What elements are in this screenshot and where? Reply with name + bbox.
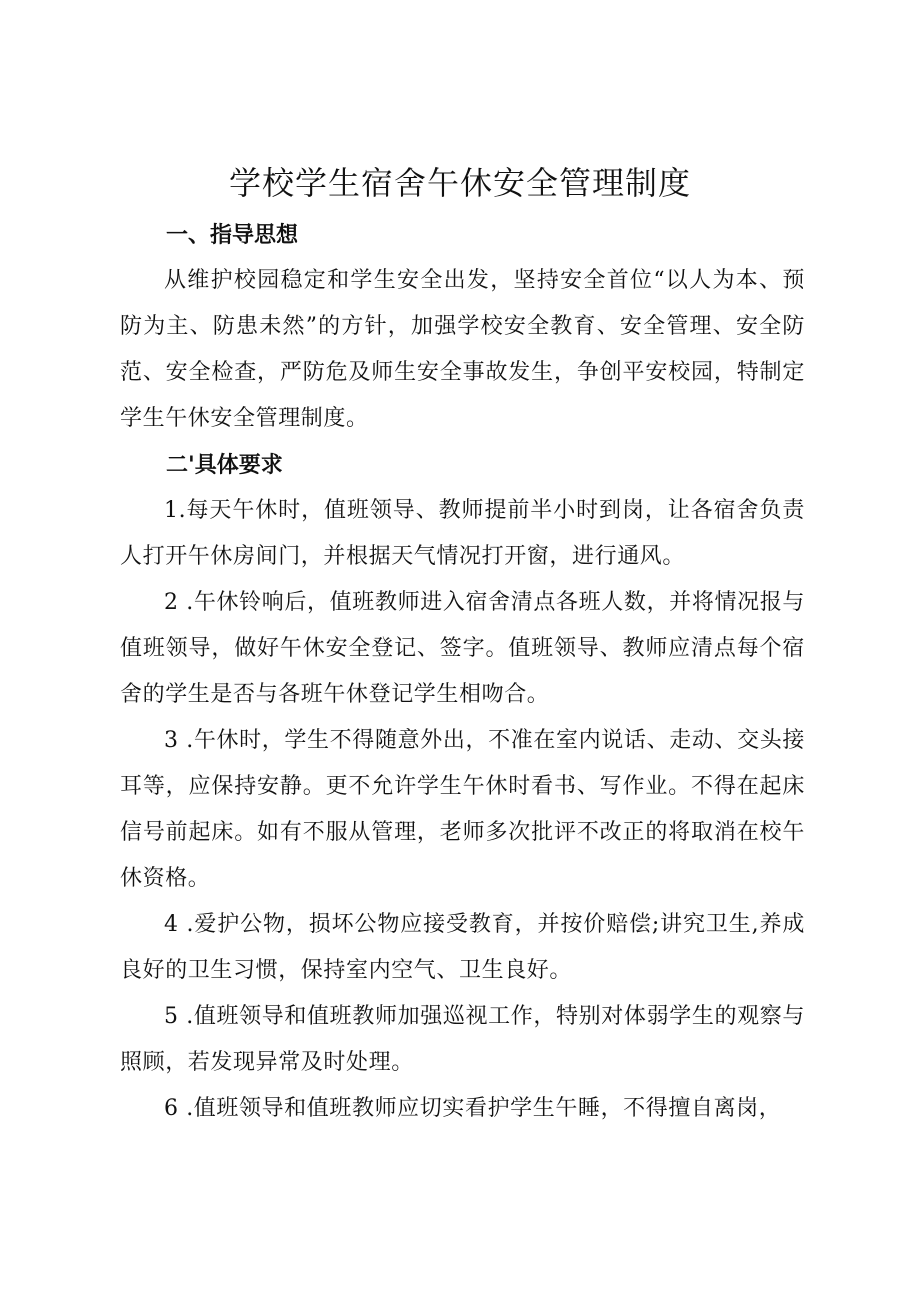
section-heading-specific-requirements: 二'具体要求: [166, 453, 283, 478]
requirement-item-6: 6 .值班领导和值班教师应切实看护学生午睡，不得擅自离岗，: [164, 1096, 782, 1121]
requirement-item-4: 4 .爱护公物，损坏公物应接受教育，并按价赔偿;讲究卫生,养成良好的卫生习惯，保持室内空气、卫生良好。: [120, 912, 805, 983]
paragraph-guiding-ideology: 从维护校园稳定和学生安全出发，坚持安全首位“以人为本、预防为主、防患未然”的方针，加强学校安全教育、安全管理、安全防范、安全检查，严防危及师生安全事故发生，争创平安校园，特制定学生午休安全管理制度。: [120, 268, 805, 431]
requirement-item-2: 2 .午休铃响后，值班教师进入宿舍清点各班人数，并将情况报与值班领导，做好午休安全登记、签字。值班领导、教师应清点每个宿舍的学生是否与各班午休登记学生相吻合。: [120, 590, 805, 707]
section-heading-guiding-ideology: 一、指导思想: [166, 223, 299, 248]
document-title: 学校学生宿舍午休安全管理制度: [228, 164, 691, 202]
requirement-item-1: 1.每天午休时，值班领导、教师提前半小时到岗，让各宿舍负责人打开午休房间门，并根据天气情况打开窗，进行通风。: [120, 498, 805, 569]
requirement-item-5: 5 .值班领导和值班教师加强巡视工作，特别对体弱学生的观察与照顾，若发现异常及时处理。: [120, 1004, 805, 1075]
requirement-item-3: 3 .午休时，学生不得随意外出，不准在室内说话、走动、交头接耳等，应保持安静。更不允许学生午休时看书、写作业。不得在起床信号前起床。如有不服从管理，老师多次批评不改正的将取消在校午休资格。: [120, 728, 805, 891]
